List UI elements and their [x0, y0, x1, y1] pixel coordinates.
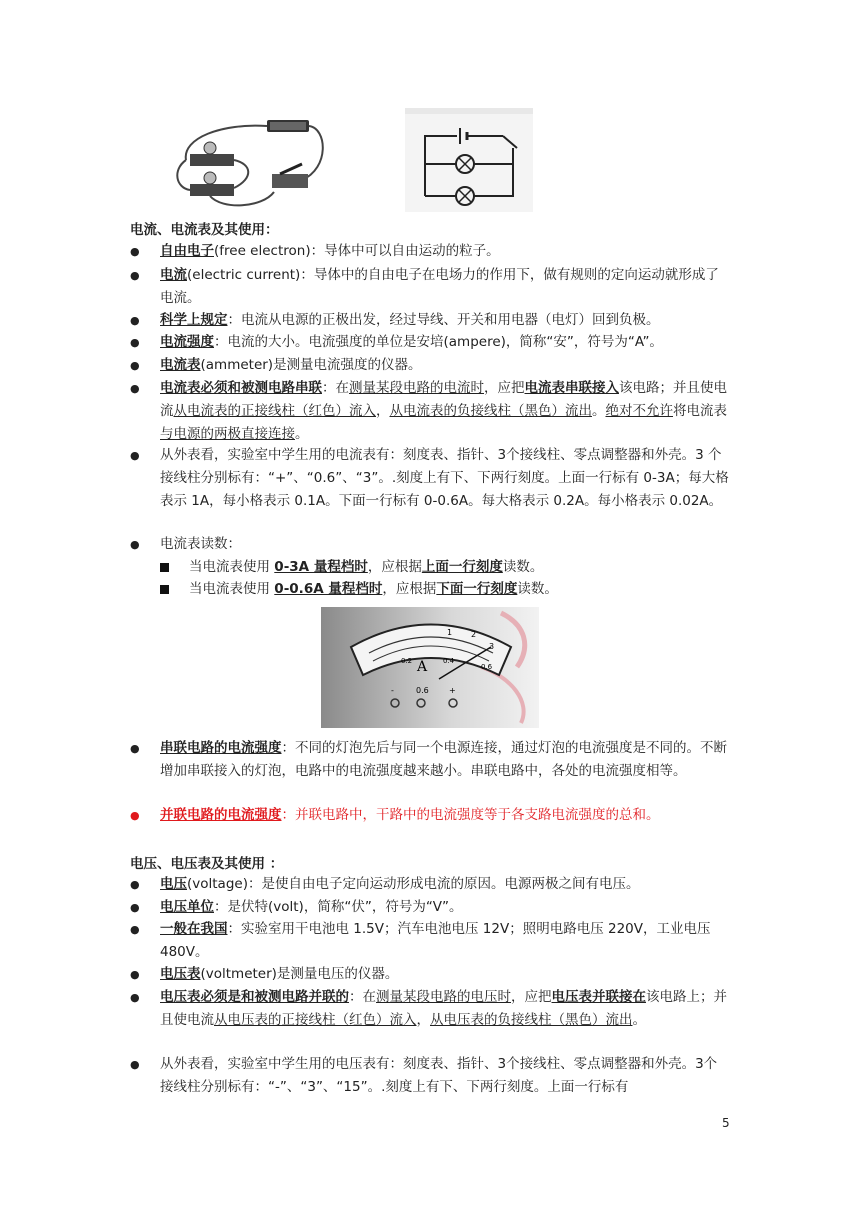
- svg-text:3: 3: [489, 642, 495, 651]
- text-run: 电压表并联接在: [551, 989, 646, 1005]
- bullet-item: [130, 309, 730, 332]
- text-run: 该电路上；并且使电流: [160, 989, 727, 1028]
- text-run: 测量某段电路的电压时: [376, 989, 511, 1005]
- bullet-item: [130, 444, 730, 513]
- bullet-item: [130, 737, 730, 783]
- svg-text:0.6: 0.6: [416, 686, 429, 695]
- bullet-item: [130, 533, 730, 556]
- bullet-item: [130, 804, 730, 827]
- text-run: 下面一行刻度: [436, 581, 518, 597]
- circuit-photo: [162, 108, 334, 212]
- text-run: ：不同的灯泡先后与同一个电源连接，通过灯泡的电流强度是不同的。不断增加串联接入的灯泡，电路中的电流强度越来越小。串联电路中，各处的电流强度相等。: [160, 740, 727, 779]
- bullet-dot-icon: ●: [130, 742, 140, 755]
- sub-item: [160, 578, 558, 601]
- svg-text:-: -: [391, 686, 394, 695]
- text-run: 电流表必须和被测电路串联: [160, 380, 322, 396]
- text-run: (ammeter)是测量电流强度的仪器。: [200, 357, 422, 373]
- text-run: 电压单位: [160, 899, 214, 915]
- square-bullet-icon: [160, 563, 169, 572]
- meter-unit: A: [417, 659, 428, 675]
- bullet-dot-icon: ●: [130, 382, 140, 395]
- text-run: 与电源的两极直接连接: [160, 426, 295, 442]
- bullet-dot-icon: ●: [130, 245, 140, 258]
- bullet-dot-icon: ●: [130, 538, 140, 551]
- bullet-dot-icon: ●: [130, 314, 140, 327]
- text-run: 该电路；并且使电流: [160, 380, 727, 419]
- bullet-item: [130, 331, 730, 354]
- text-run: ：在: [322, 380, 349, 396]
- text-run: ，应把: [511, 989, 552, 1005]
- text-run: 从外表看，实验室中学生用的电流表有：刻度表、指针、3个接线柱、零点调整器和外壳。3 个接线柱分别标有：“+”、“0.6”、“3”。.刻度上有下、下两行刻度。上面一行标有 0-3A；每大格表示 1A，每小格表示 0.1A。下面一行标有 0-0.6A。每大格表示 0.2A。每小格表示 0.02A。: [160, 447, 729, 509]
- text-run: 0-0.6A 量程档时: [274, 581, 383, 597]
- bullet-dot-icon: ●: [130, 336, 140, 349]
- svg-text:+: +: [449, 686, 456, 695]
- bullet-dot-icon: ●: [130, 878, 140, 891]
- text-run: 。: [295, 426, 309, 442]
- text-run: 并联电路的电流强度: [160, 807, 282, 823]
- text-run: (voltmeter)是测量电压的仪器。: [200, 966, 399, 982]
- bullet-dot-icon: ●: [130, 359, 140, 372]
- text-run: (free electron)：导体中可以自由运动的粒子。: [214, 243, 500, 259]
- svg-text:0.2: 0.2: [401, 657, 413, 665]
- bullet-item: [130, 240, 730, 263]
- bullet-dot-icon: ●: [130, 923, 140, 936]
- text-run: 上面一行刻度: [421, 559, 503, 575]
- text-run: 电压: [160, 876, 187, 892]
- circuit-diagram: [405, 108, 533, 212]
- text-run: 电流强度: [160, 334, 214, 350]
- bullet-dot-icon: ●: [130, 901, 140, 914]
- text-run: 电流表读数：: [160, 536, 241, 552]
- text-run: (voltage)：是使自由电子定向运动形成电流的原因。电源两极之间有电压。: [187, 876, 640, 892]
- square-bullet-icon: [160, 585, 169, 594]
- text-run: ：是伏特(volt)，简称“伏”，符号为“V”。: [214, 899, 463, 915]
- text-run: 当电流表使用: [189, 581, 275, 597]
- text-run: 从电流表的正接线柱（红色）流入: [173, 403, 376, 419]
- text-run: 将电流表: [673, 403, 727, 419]
- text-run: 读数。: [517, 581, 558, 597]
- text-run: ，应根据: [382, 581, 437, 597]
- svg-text:0.4: 0.4: [443, 657, 455, 665]
- text-run: 当电流表使用: [189, 559, 275, 575]
- bullet-item: [130, 873, 730, 896]
- bullet-dot-icon: ●: [130, 991, 140, 1004]
- text-run: 0-3A 量程档时: [274, 559, 368, 575]
- text-run: ：在: [349, 989, 376, 1005]
- text-run: ，应把: [484, 380, 525, 396]
- svg-text:2: 2: [471, 630, 477, 639]
- text-run: 电流表串联接入: [524, 380, 619, 396]
- bullet-item: [130, 377, 730, 446]
- section-heading-voltage: 电压、电压表及其使用 ：: [130, 856, 284, 872]
- bullet-dot-icon: ●: [130, 809, 140, 822]
- text-run: 电流: [160, 267, 187, 283]
- page-number: 5: [722, 1116, 730, 1130]
- svg-text:0.6: 0.6: [481, 663, 493, 671]
- bullet-item: [130, 963, 730, 986]
- text-run: 从外表看，实验室中学生用的电压表有：刻度表、指针、3个接线柱、零点调整器和外壳。3个接线柱分别标有：“-”、“3”、“15”。.刻度上有下、下两行刻度。上面一行标有: [160, 1056, 718, 1095]
- sub-item: [160, 556, 543, 579]
- bullet-dot-icon: ●: [130, 968, 140, 981]
- text-run: 科学上规定: [160, 312, 228, 328]
- bullet-item: [130, 986, 730, 1032]
- text-run: ，: [376, 403, 390, 419]
- bullet-item: [130, 896, 730, 919]
- ammeter-image: [321, 607, 539, 728]
- text-run: ，: [416, 1012, 430, 1028]
- text-run: 从电流表的负接线柱（黑色）流出: [389, 403, 592, 419]
- text-run: ：电流从电源的正极出发，经过导线、开关和用电器（电灯）回到负极。: [227, 312, 660, 328]
- bullet-item: [130, 1053, 730, 1099]
- text-run: 电压表必须是和被测电路并联的: [160, 989, 349, 1005]
- bullet-item: [130, 264, 730, 310]
- bullet-dot-icon: ●: [130, 269, 140, 282]
- text-run: ：实验室用干电池电 1.5V；汽车电池电压 12V；照明电路电压 220V，工业电压 480V。: [160, 921, 711, 960]
- text-run: 。: [632, 1012, 646, 1028]
- text-run: ，应根据: [367, 559, 422, 575]
- section-heading-current: 电流、电流表及其使用：: [130, 222, 279, 238]
- text-run: 测量某段电路的电流时: [349, 380, 484, 396]
- text-run: 绝对不允许: [605, 403, 673, 419]
- text-run: 一般在我国: [160, 921, 228, 937]
- text-run: 电流表: [160, 357, 201, 373]
- text-run: (electric current)：导体中的自由电子在电场力的作用下，做有规则的定向运动就形成了电流。: [160, 267, 719, 306]
- text-run: 电压表: [160, 966, 201, 982]
- text-run: ：并联电路中，干路中的电流强度等于各支路电流强度的总和。: [281, 807, 660, 823]
- bullet-item: [130, 918, 730, 964]
- text-run: 从电压表的负接线柱（黑色）流出: [430, 1012, 633, 1028]
- text-run: 从电压表的正接线柱（红色）流入: [214, 1012, 417, 1028]
- text-run: 读数。: [502, 559, 544, 575]
- text-run: 。: [592, 403, 606, 419]
- bullet-dot-icon: ●: [130, 449, 140, 462]
- bullet-dot-icon: ●: [130, 1058, 140, 1071]
- bullet-item: [130, 354, 730, 377]
- svg-text:1: 1: [447, 628, 453, 637]
- text-run: ：电流的大小。电流强度的单位是安培(ampere)，简称“安”，符号为“A”。: [214, 334, 663, 350]
- text-run: 串联电路的电流强度: [160, 740, 282, 756]
- text-run: 自由电子: [160, 243, 214, 259]
